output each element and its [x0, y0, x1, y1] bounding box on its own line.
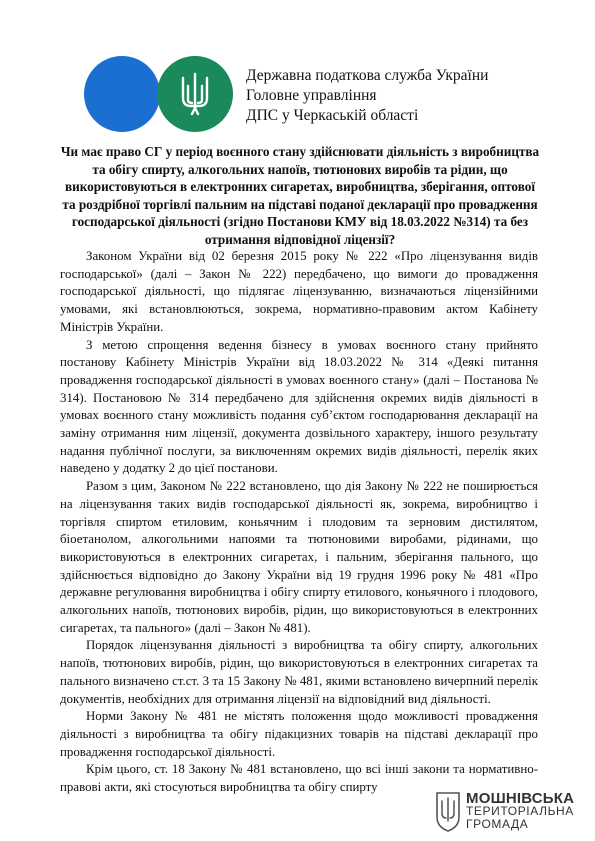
paragraph-2: З метою спрощення ведення бізнесу в умовах воєнного стану прийнято постанову Кабінету Міністрів України від 18.03.2022 № 314 «Деякі питання провадження господарської діяльності в умовах воєнного стану» (далі – Постанова № 314). Постановою № 314 передбачено для здійснення окремих видів діяльності в умовах воєнного стану можливість подання суб’єктом господарювання декларації на заміну отримання ним ліцензії, документа дозвільного характеру, іншого результату надання публічної послуги, за виключенням окремих видів діяльності, перелік яких наведено у додатку 2 до цієї постанови. — [60, 337, 538, 476]
tryzub-icon — [179, 72, 211, 116]
paragraph-3: Разом з цим, Законом № 222 встановлено, що дія Закону № 222 не поширюється на ліцензування таких видів господарської діяльності як, зокрема, виробництво і торгівля спиртом етиловим, коньячним і плодовим та зерновим дистилятом, біоетанолом, алкогольними напоями та тютюновими виробами, рідинами, що використовуються в електронних сигаретах, і пальним, зберігання пального, що здійснюється відповідно до Закону України від 19 грудня 1996 року № 481 «Про державне регулювання виробництва і обігу спирту етилового, коньячного і плодового, алкогольних напоїв, тютюнових виробів, рідин, що використовуються в електронних сигаретах, та пального» (далі – Закон № 481). — [60, 479, 538, 635]
community-watermark — [435, 788, 574, 834]
org-line-1: Державна податкова служба України — [246, 67, 489, 84]
document-title: Чи має право СГ у період воєнного стану здійснювати діяльність з виробництва та обігу спирту, алкогольних напоїв, тютюнових виробів та рідин, що використовуються в електронних сигаретах, виробництва, зберігання, оптової та роздрібної торгівлі пальним на підставі поданої декларації про провадження господарської діяльності (згідно Постанови КМУ від 18.03.2022 №314) та без отримання відповідної ліцензії? — [60, 144, 540, 247]
dps-logo-blue-circle — [84, 56, 160, 132]
paragraph-6: Крім цього, ст. 18 Закону № 481 встановлено, що всі інші закони та нормативно-правові акти, які стосуються виробництва та обігу спирту — [60, 762, 538, 795]
dps-logo-green-circle — [157, 56, 233, 132]
organization-name — [246, 66, 488, 126]
paragraph-5: Норми Закону № 481 не містять положення щодо можливості провадження діяльності з виробництва та обігу підакцизних товарів на підставі декларації про провадження господарської діяльності. — [60, 709, 538, 759]
document-body — [60, 248, 538, 797]
watermark-line-3: ГРОМАДА — [466, 816, 529, 831]
org-line-2: Головне управління — [246, 87, 377, 104]
coat-of-arms-icon — [435, 789, 461, 833]
watermark-line-1: МОШНІВСЬКА — [466, 789, 575, 807]
paragraph-4: Порядок ліцензування діяльності з виробництва та обігу спирту, алкогольних напоїв, тютюнових виробів, рідин, що використовуються в електронних сигаретах та пального визначено ст.ст. 3 та 15 Закону № 481, якими встановлено вичерпний перелік документів, необхідних для отримання ліцензії на відповідний вид діяльності. — [60, 638, 538, 706]
org-line-3: ДПС у Черкаській області — [246, 107, 419, 124]
watermark-line-2: ТЕРИТОРІАЛЬНА — [466, 803, 574, 818]
paragraph-1: Законом України від 02 березня 2015 року № 222 «Про ліцензування видів господарської» (далі – Закон № 222) передбачено, що вимоги до провадження господарської діяльності, що підлягає ліцензуванню, визначаються ліцензійними умовами, які встановлюються, зокрема, нормативно-правовим актом Кабінету Міністрів України. — [60, 249, 538, 334]
